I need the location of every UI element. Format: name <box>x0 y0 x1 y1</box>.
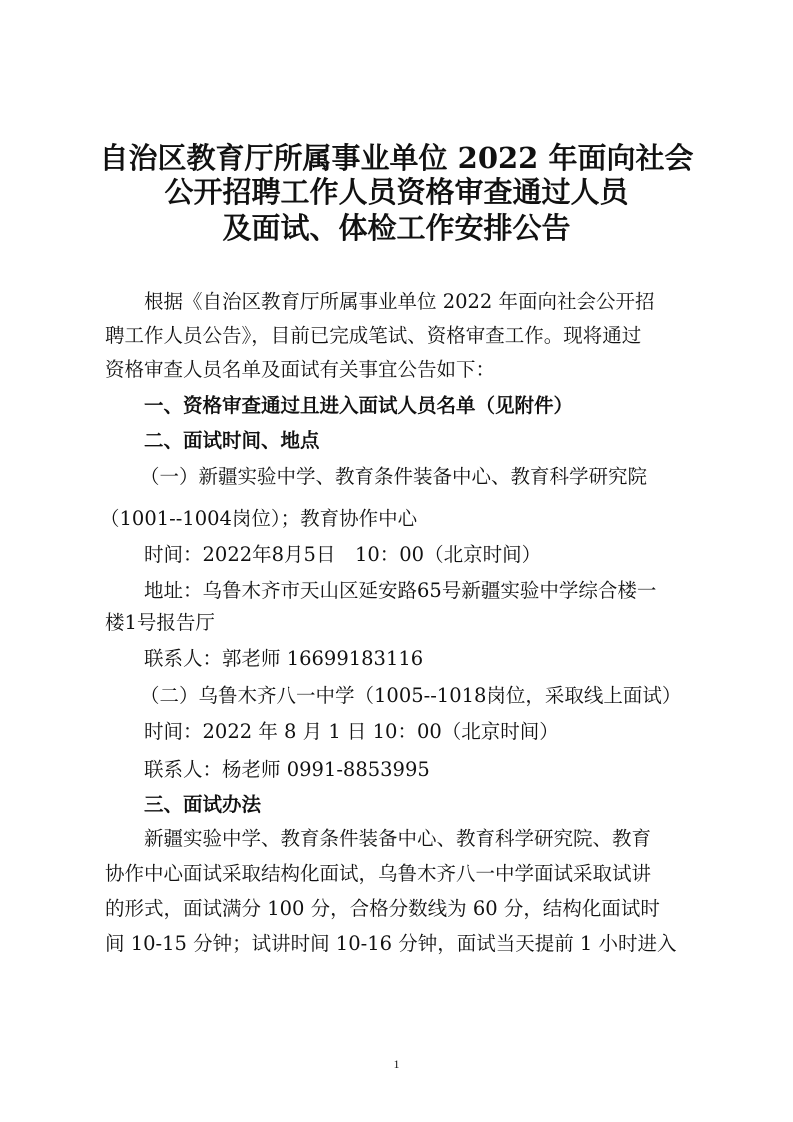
section-3-line-3: 的形式，面试满分 100 分，合格分数线为 60 分，结构化面试时 <box>105 897 660 920</box>
section-3-line-1: 新疆实验中学、教育条件装备中心、教育科学研究院、教育 <box>144 827 652 850</box>
group-2-title: （二）乌鲁木齐八一中学（1005--1018岗位，采取线上面试） <box>140 684 682 707</box>
group-2-time: 时间：2022 年 8 月 1 日 10：00（北京时间） <box>144 720 559 743</box>
title-line-2: 公开招聘工作人员资格审查通过人员 <box>164 175 629 209</box>
group-1-title: （一）新疆实验中学、教育条件装备中心、教育科学研究院 <box>140 465 648 488</box>
section-3-heading: 三、面试办法 <box>144 793 262 816</box>
section-3-line-2: 协作中心面试采取结构化面试，乌鲁木齐八一中学面试采取试讲 <box>105 862 652 885</box>
title-line-3: 及面试、体检工作安排公告 <box>222 211 571 245</box>
group-2-contact: 联系人：杨老师 0991-8853995 <box>144 758 430 781</box>
section-3-line-4: 间 10-15 分钟；试讲时间 10-16 分钟，面试当天提前 1 小时进入 <box>105 932 677 955</box>
section-1-heading: 一、资格审查通过且进入面试人员名单（见附件） <box>144 394 574 417</box>
title-line-1: 自治区教育厅所属事业单位 2022 年面向社会 <box>99 141 694 175</box>
group-1-address: 地址：乌鲁木齐市天山区延安路65号新疆实验中学综合楼一 <box>144 579 657 602</box>
intro-line-1: 根据《自治区教育厅所属事业单位 2022 年面向社会公开招 <box>144 290 655 313</box>
group-1-time: 时间：2022年8月5日 10：00（北京时间） <box>144 543 542 566</box>
section-2-heading: 二、面试时间、地点 <box>144 429 320 452</box>
page-number: 1 <box>393 1057 400 1071</box>
intro-line-2: 聘工作人员公告》，目前已完成笔试、资格审查工作。现将通过 <box>105 324 642 347</box>
group-1-address-cont: 楼1号报告厅 <box>105 611 215 634</box>
group-1-contact: 联系人：郭老师 16699183116 <box>144 647 424 670</box>
intro-line-3: 资格审查人员名单及面试有关事宜公告如下： <box>105 358 496 381</box>
group-1-title-cont: （1001--1004岗位）；教育协作中心 <box>100 507 418 530</box>
